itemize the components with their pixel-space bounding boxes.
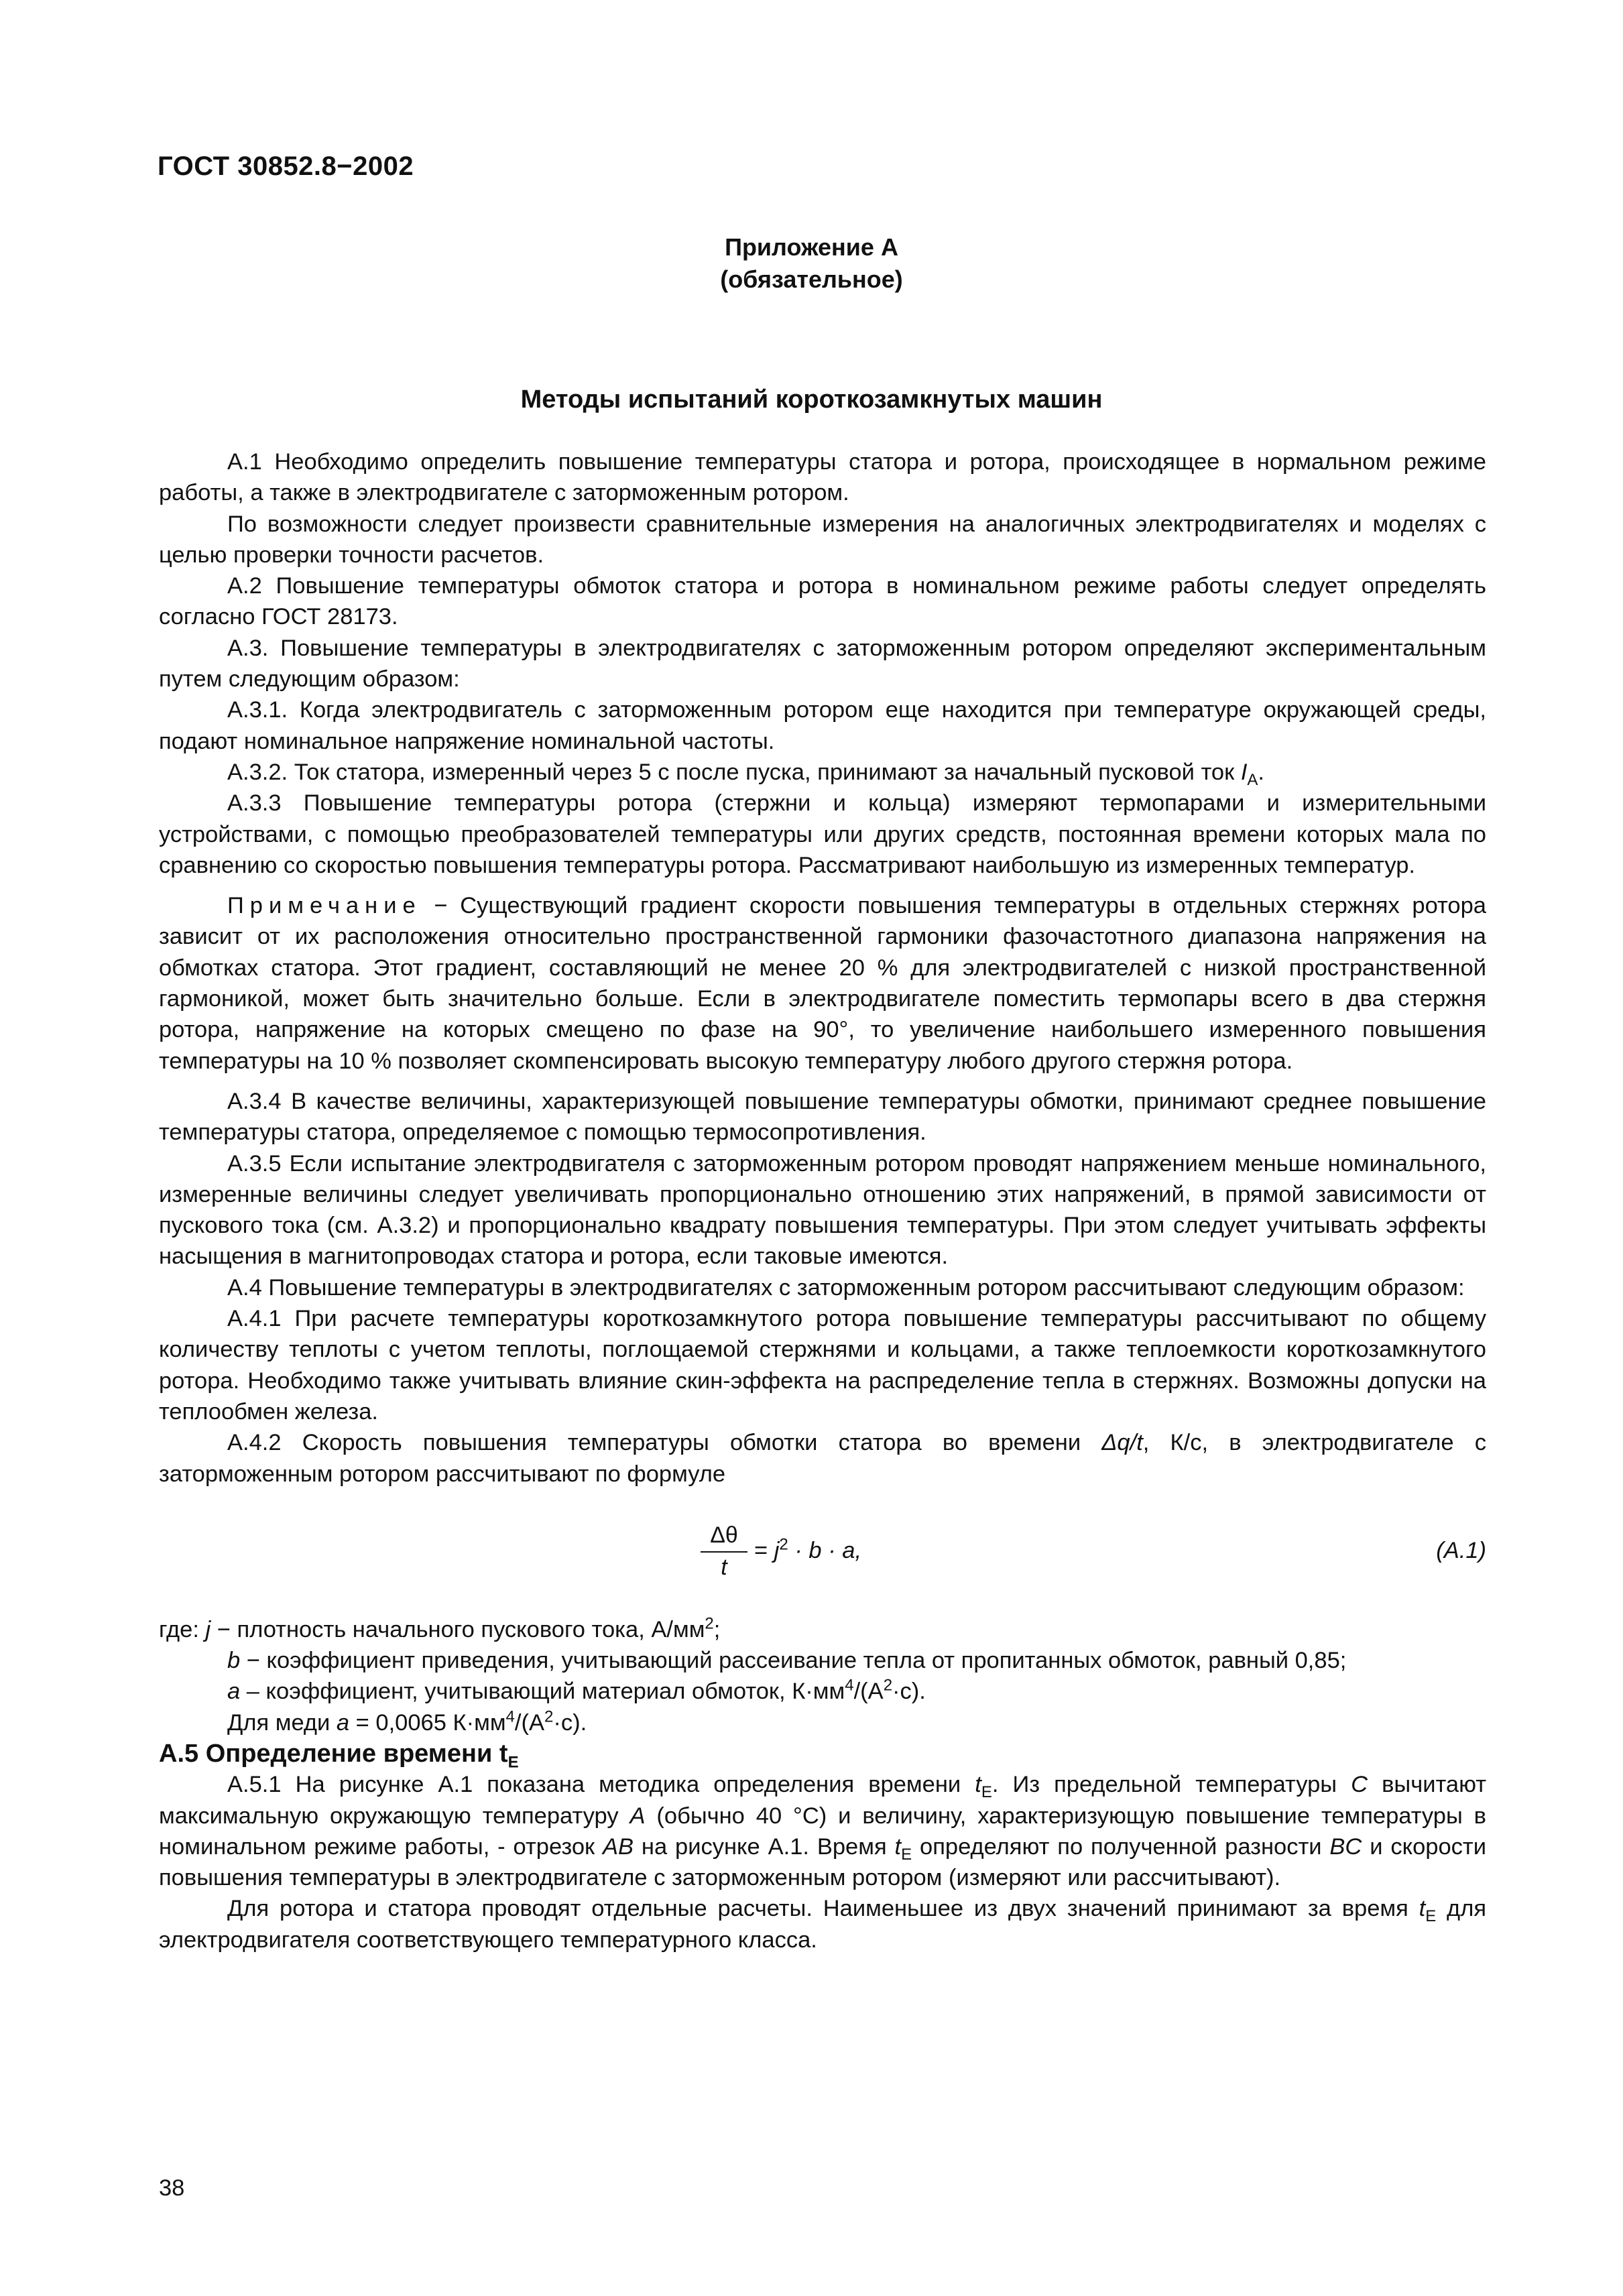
standard-code: ГОСТ 30852.8−2002 [158,152,414,181]
paragraph-a3: А.3. Повышение температуры в электродвигателях с заторможенным ротором определяют экспериментальным путем следующим образом: [159,635,1486,692]
a5-1-f: определяют по полученной разности [912,1833,1330,1860]
def-j-var: j [205,1616,211,1642]
heading-a5 [159,1738,1486,1772]
paragraph-a3-4: А.3.4 В качестве величины, характеризующей повышение температуры обмотки, принимают среднее повышение температуры статора, определяемое с помощью термосопротивления. [159,1088,1486,1146]
a5-1-avar: A [629,1803,646,1829]
a5-1-t2: t [894,1833,902,1860]
formula-number: (A.1) [1436,1537,1486,1563]
note-label: Примечание [227,893,422,919]
section-title: Методы испытаний короткозамкнутых машин [520,385,1103,414]
def-b-text: − коэффициент приведения, учитывающий рассеивание тепла от пропитанных обмоток, равный 0,85; [240,1648,1347,1674]
paragraph-a5-2 [159,1893,1486,1955]
def-j-end: ; [713,1616,721,1642]
paragraph-a4: А.4 Повышение температуры в электродвигателях с заторможенным ротором рассчитывают следующим образом: [227,1274,1465,1301]
a5-2-a: Для ротора и статора проводят отдельные расчеты. Наименьшее из двух значений принимают за время [227,1896,1419,1922]
paragraph-a3-1: А.3.1. Когда электродвигатель с заторможенным ротором еще находится при температуре окружающей среды, подают номинальное напряжение номинальной частоты. [159,697,1486,754]
def-b-var: b [227,1648,241,1674]
a5-1-a: А.5.1 На рисунке А.1 показана методика определения времени [227,1772,975,1798]
def-j [159,1614,1486,1645]
def-cu-exp2: 2 [544,1707,554,1726]
formula-denominator: t [721,1554,727,1580]
text-a3-2: А.3.2. Ток статора, измеренный через 5 с после пуска, принимают за начальный пусковой ток [227,759,1241,785]
formula-rhs [754,1535,861,1566]
def-copper [159,1707,1486,1738]
def-a [159,1676,1486,1707]
def-cu-exp1: 4 [505,1707,515,1726]
heading-a5-text: А.5 Определение времени t [159,1739,508,1768]
paragraph-a4-1: А.4.1 При расчете температуры короткозамкнутого ротора повышение температуры рассчитывают по общему количеству теплоты с учетом теплоты, поглощаемой стержнями и кольцами, а также теплоемкости короткозамкнутого ротора. Необходимо также учитывать влияние скин-эффекта на распределение тепла в стержнях. Возможны допуски на теплообмен железа. [159,1306,1486,1425]
def-cu-text: = 0,0065 К·мм [349,1709,506,1736]
a5-1-c: C [1351,1772,1368,1798]
formula-fraction [701,1520,747,1582]
text-a4-2a: А.4.2 Скорость повышения температуры обмотки статора во времени [227,1430,1102,1456]
var-i: I [1240,759,1248,785]
annex-status: (обязательное) [720,265,903,293]
def-b [159,1645,1486,1676]
paragraph-a5-1 [159,1769,1486,1893]
note [159,890,1486,1077]
a5-2-t: t [1419,1896,1426,1922]
def-cu-end: ·с). [553,1709,587,1736]
formula-j: j [774,1537,780,1563]
formula-exp: 2 [779,1535,788,1554]
def-a-text: – коэффициент, учитывающий материал обмоток, К·мм [240,1679,845,1705]
a5-1-t2sub: E [901,1845,912,1864]
a5-1-e: на рисунке А.1. Время [634,1833,895,1860]
paragraph-a2: А.2 Повышение температуры обмоток статора и ротора в номинальном режиме работы следует определять согласно ГОСТ 28173. [159,573,1486,630]
formula-rest: · b · a, [788,1537,862,1563]
formula-a1 [159,1520,1486,1608]
paragraph-a1: А.1 Необходимо определить повышение температуры статора и ротора, происходящее в нормальном режиме работы, а также в электродвигателе с заторможенным ротором. [159,449,1486,506]
page-number: 38 [159,2175,185,2201]
formula-numerator: Δθ [701,1520,747,1553]
note-text: − Существующий градиент скорости повышения температуры в отдельных стержнях ротора зависит от их расположения относительно пространственной гармоники фазочастотного диапазона напряжения на обмотках статора. Этот градиент, составляющий не менее 20 % для электродвигателей с низкой пространственной гармоникой, может быть значительно больше. Если в электродвигателе поместить термопары всего в два стержня ротора, напряжение на которых смещено по фазе на 90°, то увеличение наибольшего измеренного повышения температуры на 10 % позволяет скомпенсировать высокую температуру любого другого стержня ротора. [159,893,1486,1074]
def-a-exp1: 4 [845,1676,854,1695]
def-a-var: a [227,1679,241,1705]
a5-1-tsub: E [981,1783,992,1802]
a5-1-c2: вычитают максимальную окружающую температуру [159,1772,1486,1829]
def-a-mid: /(А [853,1679,884,1705]
where-label: где: [159,1616,206,1642]
var-dq-t: Δq/t [1101,1430,1143,1456]
paragraph-a4-2 [159,1427,1486,1490]
heading-a5-sub: E [507,1753,519,1772]
paragraph-a1b: По возможности следует произвести сравнительные измерения на аналогичных электродвигателях и моделях с целью проверки точности расчетов. [159,511,1486,568]
a5-2-tsub: E [1425,1907,1437,1926]
formula-eq: = [754,1537,774,1563]
a5-1-g: и скорости повышения температуры в электродвигателе с заторможенным ротором (измеряют или рассчитывают). [159,1833,1486,1891]
def-cu-var: a [336,1709,350,1736]
def-a-end: ·с). [892,1679,926,1705]
document-body [159,446,1486,1955]
paragraph-a3-2 [159,757,1486,788]
a5-1-bc: BC [1329,1833,1362,1860]
a5-1-b: . Из предельной температуры [991,1772,1351,1798]
paragraph-a3-5: А.3.5 Если испытание электродвигателя с заторможенным ротором проводят напряжением меньше номинального, измеренные величины следует увеличивать пропорционально отношению этих напряжений, в прямой зависимости от пускового тока (см. А.3.2) и пропорционально квадрату повышения температуры. При этом следует учитывать эффекты насыщения в магнитопроводах статора и ротора, если таковые имеются. [159,1150,1486,1270]
a5-1-ab: AB [603,1833,634,1860]
def-cu-pre: Для меди [227,1709,337,1736]
a5-1-d: (обычно 40 °С) и величину, характеризующую повышение температуры в номинальном режиме работы, - отрезок [159,1803,1486,1860]
def-cu-mid: /(А [514,1709,544,1736]
def-j-exp: 2 [705,1614,714,1633]
paragraph-a3-3: А.3.3 Повышение температуры ротора (стержни и кольца) измеряют термопарами и измерительными устройствами, с помощью преобразователей температуры или других средств, постоянная времени которых мала по сравнению со скоростью повышения температуры ротора. Рассматривают наибольшую из измеренных температур. [159,790,1486,878]
text-a3-2-end: . [1258,759,1265,785]
sub-a: A [1247,770,1258,789]
definitions [159,1614,1486,1738]
annex-title: Приложение А [725,233,898,261]
def-a-exp2: 2 [883,1676,893,1695]
text-a4-2b: , К/с, в электродвигателе с заторможенным ротором рассчитывают по формуле [159,1430,1486,1487]
a5-2-b: для электродвигателя соответствующего температурного класса. [159,1896,1487,1953]
def-j-text: − плотность начального пускового тока, А/мм [211,1616,705,1642]
a5-1-t: t [975,1772,981,1798]
